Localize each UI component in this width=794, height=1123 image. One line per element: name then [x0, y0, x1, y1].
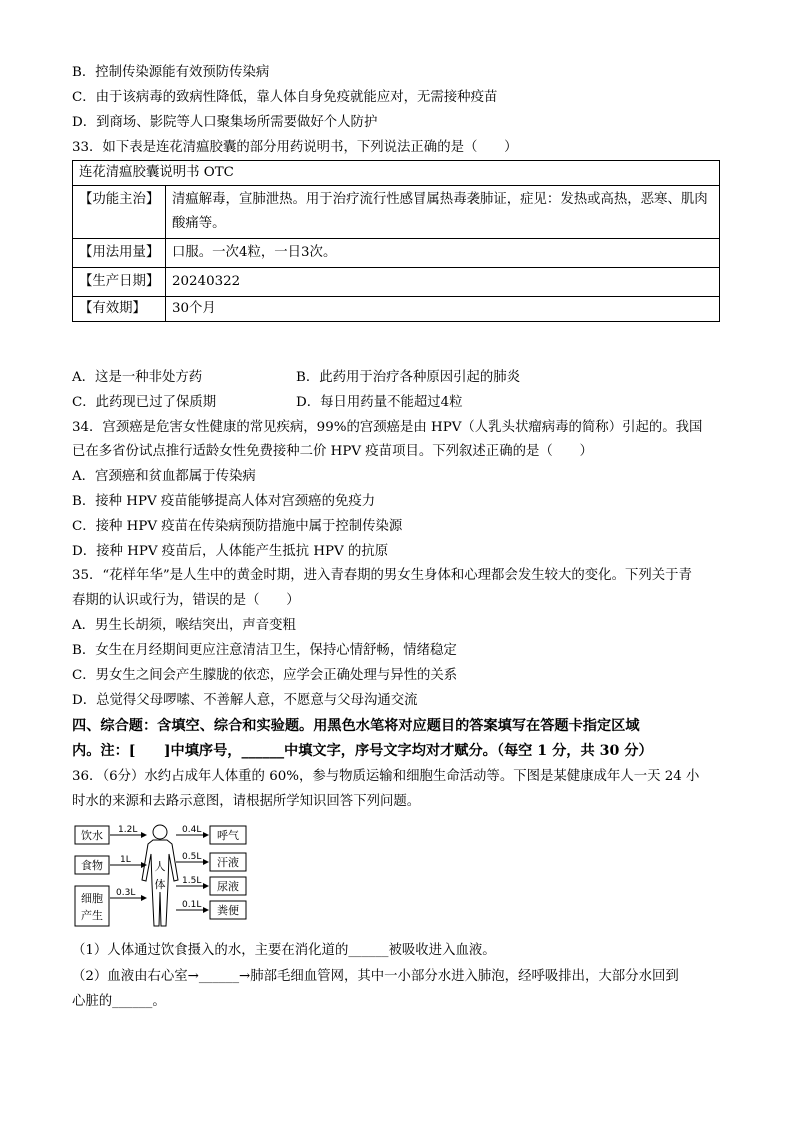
output-label: 呼气 — [217, 829, 239, 842]
table-title-row — [73, 161, 720, 186]
input-amount: 1L — [120, 855, 131, 865]
table-row — [73, 268, 720, 297]
source-label-part: 细胞 — [81, 892, 103, 905]
q32-option-d: D．到商场、影院等人口聚集场所需要做好个人防护 — [72, 115, 378, 130]
q33-option-a: A．这是一种非处方药 — [72, 370, 203, 385]
table-row — [73, 239, 720, 268]
table-value: 30个月 — [166, 297, 720, 322]
q36-sub2-line1: （2）血液由右心室→______→肺部毛细血管网，其中一小部分水进入肺泡，经呼吸排出，大部分水回到 — [72, 969, 679, 984]
q33-stem: 33．如下表是连花清瘟胶囊的部分用药说明书，下列说法正确的是（ ） — [72, 140, 518, 155]
q35-stem-line2: 春期的认识或行为，错误的是（ ） — [72, 593, 300, 608]
q35-option-b: B．女生在月经期间更应注意清洁卫生，保持心情舒畅，情绪稳定 — [72, 643, 457, 658]
output-amount: 0.5L — [182, 852, 202, 862]
q36-stem-line2: 时水的来源和去路示意图，请根据所学知识回答下列问题。 — [72, 794, 421, 809]
q33-option-b: B．此药用于治疗各种原因引起的肺炎 — [296, 370, 521, 385]
output-label: 尿液 — [217, 880, 239, 893]
q32-option-c: C．由于该病毒的致病性降低，靠人体自身免疫就能应对，无需接种疫苗 — [72, 90, 498, 105]
input-amount: 0.3L — [116, 888, 136, 898]
body-label-char: 人 — [154, 860, 166, 873]
table-value: 清瘟解毒，宣肺泄热。用于治疗流行性感冒属热毒袭肺证，症见：发热或高热，恶寒、肌肉酸痛等。 — [166, 186, 720, 239]
output-label: 汗液 — [217, 856, 239, 869]
q35-option-d: D．总觉得父母啰嗦、不善解人意，不愿意与父母沟通交流 — [72, 693, 418, 708]
q34-stem-line1: 34．宫颈癌是危害女性健康的常见疾病，99%的宫颈癌是由 HPV（人乳头状瘤病毒的简称）引起的。我国 — [72, 420, 703, 435]
q35-option-c: C．男女生之间会产生朦胧的依恋，应学会正确处理与异性的关系 — [72, 668, 458, 683]
q36-stem-line1: 36．（6分）水约占成年人体重的 60%，参与物质运输和细胞生命活动等。下图是某健康成年人一天 24 小 — [72, 769, 700, 784]
body-label-char: 体 — [154, 878, 166, 891]
q36-sub2-line2: 心脏的______。 — [72, 994, 166, 1009]
q34-option-d: D．接种 HPV 疫苗后，人体能产生抵抗 HPV 的抗原 — [72, 544, 389, 559]
table-title: 连花清瘟胶囊说明书 OTC — [73, 161, 720, 186]
output-amount: 1.5L — [182, 876, 202, 886]
input-amount: 1.2L — [118, 825, 138, 835]
source-label-part: 产生 — [81, 909, 103, 922]
table-key: 【功能主治】 — [73, 186, 166, 239]
q36-sub1: （1）人体通过饮食摄入的水，主要在消化道的______被吸收进入血液。 — [72, 943, 496, 958]
q33-option-c: C．此药现已过了保质期 — [72, 395, 217, 410]
q34-option-a: A．宫颈癌和贫血都属于传染病 — [72, 469, 256, 484]
q32-option-b: B．控制传染源能有效预防传染病 — [72, 65, 270, 80]
medicine-instruction-table — [72, 160, 720, 322]
q35-option-a: A．男生长胡须，喉结突出，声音变粗 — [72, 618, 296, 633]
table-row — [73, 297, 720, 322]
table-value: 口服。一次4粒，一日3次。 — [166, 239, 720, 268]
table-key: 【用法用量】 — [73, 239, 166, 268]
q34-stem-line2: 已在多省份试点推行适龄女性免费接种二价 HPV 疫苗项目。下列叙述正确的是（ ） — [72, 444, 593, 459]
output-amount: 0.4L — [182, 825, 202, 835]
table-key: 【生产日期】 — [73, 268, 166, 297]
table-key: 【有效期】 — [73, 297, 166, 322]
section4-heading-line2: 内。注：[ ]中填序号，______中填文字，序号文字均对才赋分。（每空 1 分，共 30 分） — [72, 743, 653, 759]
human-body-icon — [142, 825, 178, 926]
q35-stem-line1: 35．“花样年华”是人生中的黄金时期，进入青春期的男女生身体和心理都会发生较大的变化。下列关于青 — [72, 568, 692, 583]
q34-option-c: C．接种 HPV 疫苗在传染病预防措施中属于控制传染源 — [72, 519, 403, 534]
q34-option-b: B．接种 HPV 疫苗能够提高人体对宫颈癌的免疫力 — [72, 494, 376, 509]
water-balance-diagram — [72, 822, 258, 932]
table-row — [73, 186, 720, 239]
output-label: 粪便 — [217, 904, 239, 917]
q33-option-d: D．每日用药量不能超过4粒 — [296, 395, 463, 410]
source-label: 饮水 — [81, 829, 103, 842]
section4-heading-line1: 四、综合题：含填空、综合和实验题。用黑色水笔将对应题目的答案填写在答题卡指定区域 — [72, 718, 640, 734]
output-amount: 0.1L — [182, 900, 202, 910]
source-label: 食物 — [81, 859, 103, 872]
table-value: 20240322 — [166, 268, 720, 297]
